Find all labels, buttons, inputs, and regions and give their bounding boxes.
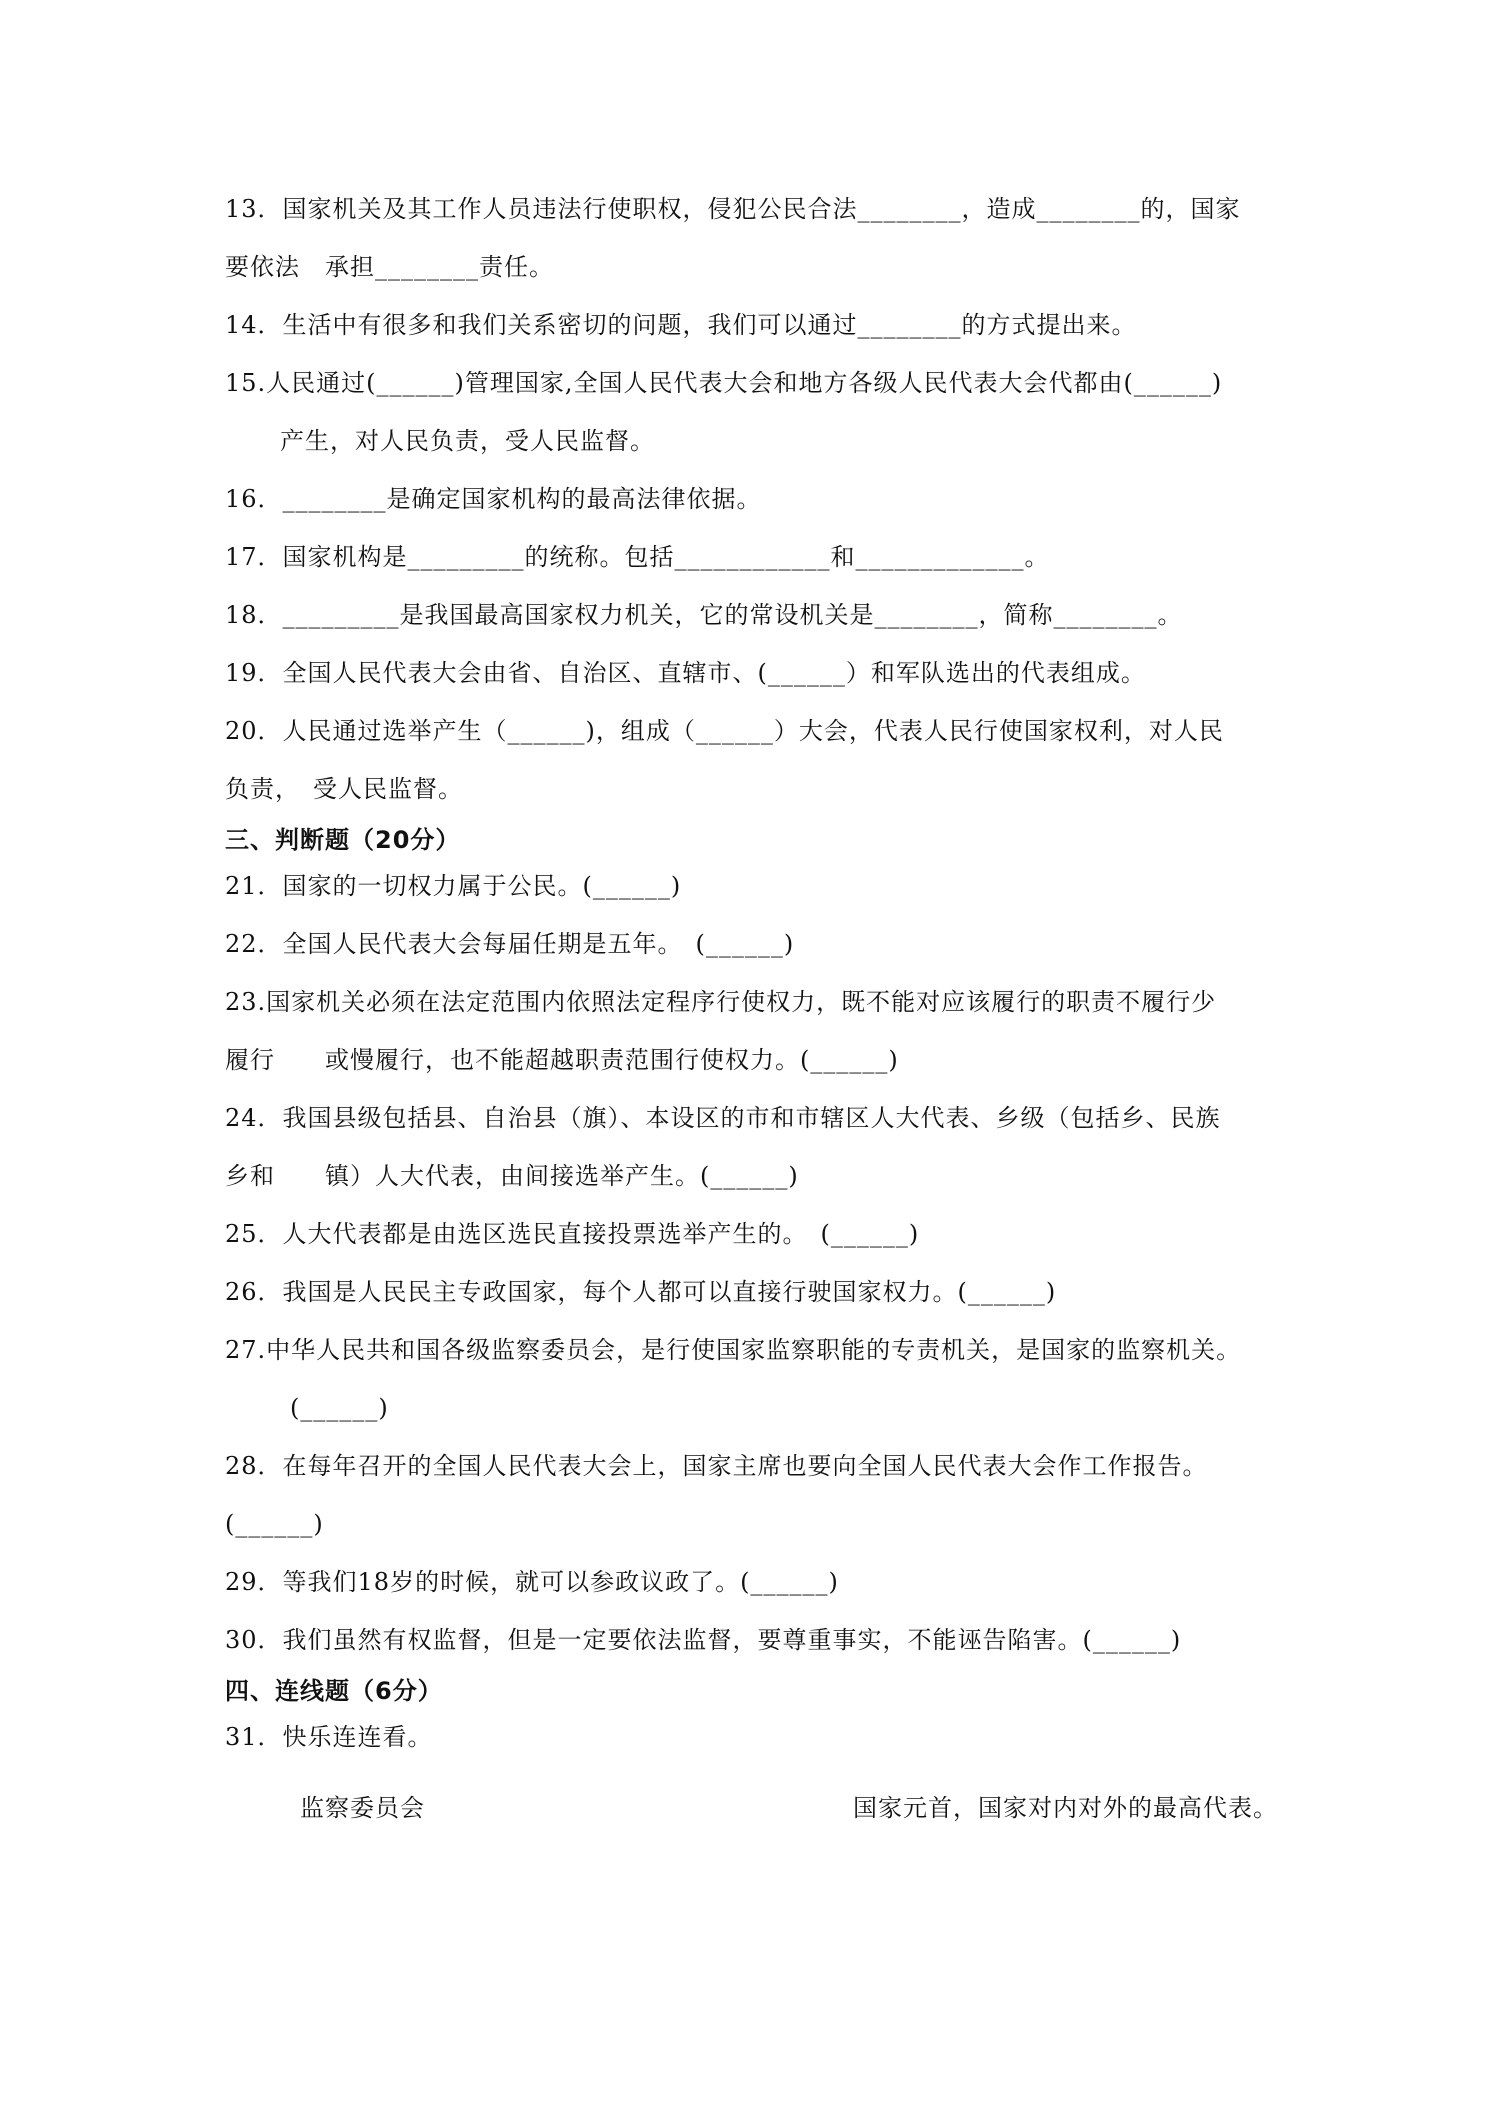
question-20-line-1: 20．人民通过选举产生（______)，组成（______）大会，代表人民行使国家权利，对人民 (225, 717, 1224, 745)
section-3-heading: 三、判断题（20分） (225, 826, 461, 854)
question-25: 25．人大代表都是由选区选民直接投票选举产生的。 (______) (225, 1220, 920, 1248)
question-15-line-2: 产生，对人民负责，受人民监督。 (280, 427, 655, 455)
question-19: 19．全国人民代表大会由省、自治区、直辖市、(______）和军队选出的代表组成。 (225, 659, 1146, 687)
question-23-line-2: 履行 或慢履行，也不能超越职责范围行使权力。(______) (225, 1046, 899, 1074)
question-15-line-1: 15.人民通过(______)管理国家,全国人民代表大会和地方各级人民代表大会代都由(______) (225, 369, 1223, 397)
question-30: 30．我们虽然有权监督，但是一定要依法监督，要尊重事实，不能诬告陷害。(______) (225, 1626, 1182, 1654)
question-16: 16．________是确定国家机构的最高法律依据。 (225, 485, 762, 513)
section-4-heading: 四、连线题（6分） (225, 1677, 443, 1705)
question-14: 14．生活中有很多和我们关系密切的问题，我们可以通过________的方式提出来。 (225, 311, 1137, 339)
question-17: 17．国家机构是_________的统称。包括____________和_____________。 (225, 543, 1050, 571)
question-27-line-1: 27.中华人民共和国各级监察委员会，是行使国家监察职能的专责机关，是国家的监察机关。 (225, 1336, 1242, 1364)
question-26: 26．我国是人民民主专政国家，每个人都可以直接行驶国家权力。(______) (225, 1278, 1057, 1306)
question-18: 18．_________是我国最高国家权力机关，它的常设机关是________，简称________。 (225, 601, 1183, 629)
question-22: 22．全国人民代表大会每届任期是五年。 (______) (225, 930, 795, 958)
question-27-answer: (______) (290, 1394, 389, 1422)
question-28-answer: (______) (225, 1510, 324, 1538)
question-29: 29．等我们18岁的时候，就可以参政议政了。(______) (225, 1568, 839, 1596)
match-left-item: 监察委员会 (300, 1794, 425, 1822)
question-20-line-2: 负责， 受人民监督。 (225, 775, 463, 803)
question-24-line-1: 24．我国县级包括县、自治县（旗）、本设区的市和市辖区人大代表、乡级（包括乡、民族 (225, 1104, 1221, 1132)
match-right-item: 国家元首，国家对内对外的最高代表。 (853, 1794, 1278, 1822)
question-23-line-1: 23.国家机关必须在法定范围内依照法定程序行使权力，既不能对应该履行的职责不履行少 (225, 988, 1217, 1016)
question-13-line-2: 要依法 承担________责任。 (225, 253, 554, 281)
question-24-line-2: 乡和 镇）人大代表，由间接选举产生。(______) (225, 1162, 799, 1190)
question-31: 31．快乐连连看。 (225, 1723, 433, 1751)
question-13-line-1: 13．国家机关及其工作人员违法行使职权，侵犯公民合法________，造成________的，国家 (225, 195, 1241, 223)
question-28-line-1: 28．在每年召开的全国人民代表大会上，国家主席也要向全国人民代表大会作工作报告。 (225, 1452, 1208, 1480)
question-21: 21．国家的一切权力属于公民。(______) (225, 872, 682, 900)
